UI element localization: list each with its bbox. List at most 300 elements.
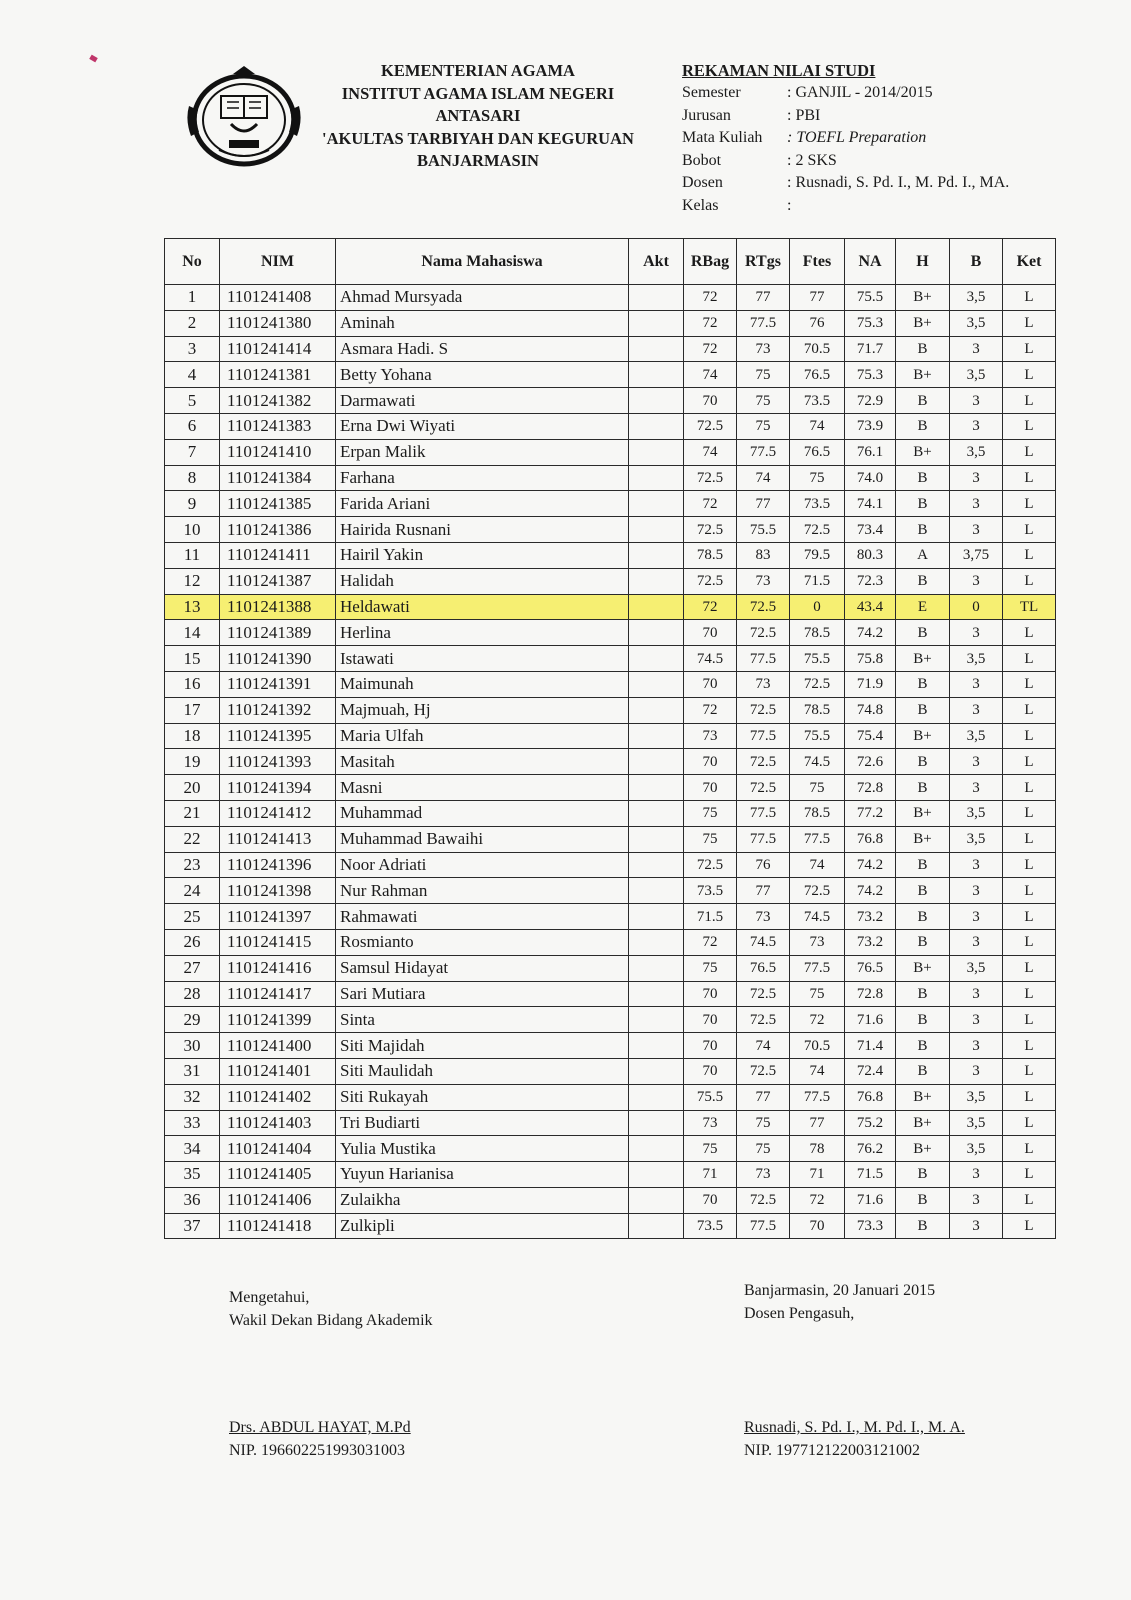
cell-ket: L [1003,852,1056,878]
cell-rtgs: 75 [737,1136,790,1162]
cell-h: B [896,491,950,517]
cell-rbag: 72.5 [684,568,737,594]
cell-ftes: 77 [790,1110,845,1136]
cell-rbag: 72 [684,310,737,336]
cell-rbag: 72 [684,697,737,723]
column-header-rbag: RBag [684,239,737,285]
cell-b: 0 [950,594,1003,620]
cell-akt [629,775,684,801]
cell-no: 33 [165,1110,220,1136]
table-row [165,1007,1056,1033]
table-row [165,723,1056,749]
cell-ket: L [1003,1007,1056,1033]
cell-nim: 1101241405 [220,1162,336,1188]
cell-ftes: 72 [790,1007,845,1033]
cell-b: 3 [950,517,1003,543]
cell-nama: Siti Rukayah [336,1084,629,1110]
institution-logo-icon [181,66,307,174]
table-row [165,362,1056,388]
cell-nama: Sinta [336,1007,629,1033]
cell-h: B [896,878,950,904]
cell-rtgs: 77.5 [737,800,790,826]
cell-rbag: 75 [684,800,737,826]
field-label: Dosen [682,174,723,192]
cell-rbag: 75 [684,1136,737,1162]
cell-nama: Herlina [336,620,629,646]
cell-rtgs: 73 [737,568,790,594]
table-row [165,646,1056,672]
table-row [165,439,1056,465]
cell-rbag: 72.5 [684,465,737,491]
cell-nim: 1101241401 [220,1058,336,1084]
cell-b: 3,5 [950,1136,1003,1162]
cell-no: 37 [165,1213,220,1239]
cell-ket: L [1003,1084,1056,1110]
cell-ket: L [1003,671,1056,697]
cell-rbag: 73.5 [684,1213,737,1239]
cell-rbag: 75 [684,826,737,852]
cell-ftes: 72.5 [790,878,845,904]
cell-ftes: 0 [790,594,845,620]
cell-rbag: 70 [684,671,737,697]
cell-ket: L [1003,904,1056,930]
cell-nama: Asmara Hadi. S [336,336,629,362]
cell-ftes: 71 [790,1162,845,1188]
cell-ftes: 78.5 [790,620,845,646]
table-row [165,465,1056,491]
table-row [165,852,1056,878]
cell-akt [629,1033,684,1059]
cell-b: 3,5 [950,285,1003,311]
cell-rbag: 70 [684,775,737,801]
cell-rbag: 70 [684,388,737,414]
table-row [165,878,1056,904]
cell-rtgs: 74.5 [737,929,790,955]
cell-b: 3 [950,671,1003,697]
cell-nama: Majmuah, Hj [336,697,629,723]
field-value: : PBI [787,106,821,124]
cell-rtgs: 72.5 [737,620,790,646]
cell-rtgs: 75.5 [737,517,790,543]
cell-rbag: 72 [684,929,737,955]
cell-h: B [896,1162,950,1188]
cell-no: 31 [165,1058,220,1084]
cell-b: 3 [950,775,1003,801]
cell-h: B+ [896,1136,950,1162]
cell-nim: 1101241383 [220,413,336,439]
table-row [165,285,1056,311]
cell-nama: Rahmawati [336,904,629,930]
institution-line: 'AKULTAS TARBIYAH DAN KEGURUAN [322,128,634,148]
cell-h: B [896,1213,950,1239]
record-field-bobot [682,150,1122,173]
cell-ket: L [1003,1058,1056,1084]
column-header-na: NA [845,239,896,285]
cell-b: 3 [950,852,1003,878]
institution-line: KEMENTERIAN AGAMA [381,61,575,80]
column-header-h: H [896,239,950,285]
cell-rbag: 73 [684,1110,737,1136]
cell-no: 17 [165,697,220,723]
field-value: : [787,196,792,214]
cell-ftes: 76 [790,310,845,336]
cell-h: B+ [896,310,950,336]
cell-akt [629,1213,684,1239]
cell-rbag: 71 [684,1162,737,1188]
signatory-name: Rusnadi, S. Pd. I., M. Pd. I., M. A. [744,1419,965,1436]
cell-b: 3 [950,1058,1003,1084]
cell-na: 72.9 [845,388,896,414]
cell-h: B [896,671,950,697]
cell-na: 72.3 [845,568,896,594]
cell-ftes: 78.5 [790,800,845,826]
table-row [165,1162,1056,1188]
table-row [165,671,1056,697]
cell-rbag: 70 [684,981,737,1007]
cell-ket: L [1003,878,1056,904]
cell-h: B [896,336,950,362]
cell-b: 3,75 [950,542,1003,568]
cell-b: 3 [950,878,1003,904]
cell-no: 13 [165,594,220,620]
institution-header [298,60,658,173]
cell-rbag: 75.5 [684,1084,737,1110]
table-row [165,413,1056,439]
table-row [165,1084,1056,1110]
cell-rbag: 72 [684,285,737,311]
table-row [165,517,1056,543]
cell-rtgs: 75 [737,1110,790,1136]
cell-no: 21 [165,800,220,826]
institution-line: INSTITUT AGAMA ISLAM NEGERI [341,83,615,103]
cell-ket: L [1003,568,1056,594]
cell-rtgs: 77.5 [737,826,790,852]
cell-na: 74.2 [845,852,896,878]
cell-rtgs: 72.5 [737,1007,790,1033]
cell-nim: 1101241414 [220,336,336,362]
cell-ftes: 72 [790,1187,845,1213]
cell-ket: L [1003,800,1056,826]
cell-h: B [896,388,950,414]
cell-b: 3 [950,929,1003,955]
cell-rbag: 74 [684,439,737,465]
cell-ket: L [1003,1110,1056,1136]
cell-nama: Noor Adriati [336,852,629,878]
signatory-nip: NIP. 197712122003121002 [744,1442,921,1459]
cell-na: 80.3 [845,542,896,568]
table-row [165,749,1056,775]
cell-na: 71.6 [845,1187,896,1213]
cell-b: 3 [950,904,1003,930]
cell-nim: 1101241399 [220,1007,336,1033]
cell-na: 75.5 [845,285,896,311]
cell-no: 35 [165,1162,220,1188]
signature-role: Wakil Dekan Bidang Akademik [229,1312,433,1329]
cell-nama: Erpan Malik [336,439,629,465]
cell-akt [629,285,684,311]
cell-rtgs: 76 [737,852,790,878]
field-value: : GANJIL - 2014/2015 [787,84,933,101]
cell-na: 73.2 [845,904,896,930]
cell-na: 73.9 [845,413,896,439]
cell-ket: L [1003,955,1056,981]
cell-no: 3 [165,336,220,362]
cell-rtgs: 73 [737,671,790,697]
cell-na: 74.1 [845,491,896,517]
cell-no: 18 [165,723,220,749]
cell-b: 3 [950,1033,1003,1059]
table-header-row [165,239,1056,285]
cell-akt [629,1162,684,1188]
cell-b: 3 [950,749,1003,775]
cell-rbag: 72 [684,594,737,620]
field-value: : TOEFL Preparation [787,129,927,147]
cell-rtgs: 75 [737,362,790,388]
cell-nama: Hairida Rusnani [336,517,629,543]
cell-no: 14 [165,620,220,646]
cell-ftes: 74 [790,1058,845,1084]
cell-ftes: 74.5 [790,904,845,930]
column-header-ftes: Ftes [790,239,845,285]
cell-rbag: 73.5 [684,878,737,904]
cell-rtgs: 74 [737,1033,790,1059]
cell-rtgs: 73 [737,904,790,930]
cell-nim: 1101241412 [220,800,336,826]
cell-h: B [896,1033,950,1059]
cell-no: 36 [165,1187,220,1213]
table-row [165,904,1056,930]
cell-rtgs: 73 [737,336,790,362]
cell-ket: L [1003,542,1056,568]
cell-nama: Yulia Mustika [336,1136,629,1162]
cell-na: 76.8 [845,1084,896,1110]
cell-nim: 1101241415 [220,929,336,955]
field-label: Kelas [682,196,719,214]
cell-nama: Muhammad [336,800,629,826]
cell-nama: Masni [336,775,629,801]
cell-no: 8 [165,465,220,491]
cell-b: 3,5 [950,1084,1003,1110]
field-label: Bobot [682,151,722,169]
record-field-semester [682,82,1122,105]
cell-akt [629,1058,684,1084]
cell-na: 73.3 [845,1213,896,1239]
cell-no: 32 [165,1084,220,1110]
cell-ftes: 75 [790,981,845,1007]
cell-na: 71.6 [845,1007,896,1033]
grades-table [164,238,1056,1239]
cell-ftes: 76.5 [790,439,845,465]
cell-ket: L [1003,491,1056,517]
cell-rbag: 74 [684,362,737,388]
cell-ket: L [1003,362,1056,388]
cell-b: 3,5 [950,723,1003,749]
record-field-dosen [682,172,1122,195]
cell-ket: TL [1003,594,1056,620]
cell-ket: L [1003,1187,1056,1213]
cell-nama: Siti Majidah [336,1033,629,1059]
cell-nama: Muhammad Bawaihi [336,826,629,852]
cell-h: B [896,697,950,723]
cell-nim: 1101241406 [220,1187,336,1213]
cell-na: 71.4 [845,1033,896,1059]
cell-ket: L [1003,749,1056,775]
record-title: REKAMAN NILAI STUDI [682,61,876,80]
record-field-mata-kuliah [682,127,1122,150]
cell-rbag: 70 [684,1007,737,1033]
record-field-kelas [682,195,1122,218]
cell-nim: 1101241395 [220,723,336,749]
cell-nama: Samsul Hidayat [336,955,629,981]
cell-b: 3 [950,491,1003,517]
cell-no: 2 [165,310,220,336]
cell-ket: L [1003,929,1056,955]
cell-ftes: 75 [790,465,845,491]
cell-rtgs: 74 [737,465,790,491]
cell-rtgs: 77.5 [737,1213,790,1239]
column-header-nama: Nama Mahasiswa [336,239,629,285]
cell-b: 3,5 [950,1110,1003,1136]
cell-ket: L [1003,723,1056,749]
cell-rbag: 72.5 [684,517,737,543]
cell-ftes: 78.5 [790,697,845,723]
right-signatory [744,1416,965,1462]
cell-nim: 1101241387 [220,568,336,594]
cell-ftes: 77.5 [790,1084,845,1110]
cell-h: B+ [896,800,950,826]
cell-h: B [896,1187,950,1213]
table-row [165,388,1056,414]
cell-nama: Farhana [336,465,629,491]
cell-na: 74.0 [845,465,896,491]
cell-no: 28 [165,981,220,1007]
cell-h: B+ [896,826,950,852]
table-row [165,697,1056,723]
cell-na: 72.4 [845,1058,896,1084]
cell-akt [629,1084,684,1110]
cell-ftes: 74 [790,413,845,439]
field-label: Mata Kuliah [682,129,763,147]
cell-akt [629,1110,684,1136]
cell-ket: L [1003,775,1056,801]
cell-akt [629,929,684,955]
cell-ftes: 70.5 [790,336,845,362]
cell-na: 73.2 [845,929,896,955]
cell-nim: 1101241382 [220,388,336,414]
cell-na: 74.2 [845,878,896,904]
cell-h: B [896,517,950,543]
cell-akt [629,594,684,620]
cell-rtgs: 77.5 [737,439,790,465]
cell-b: 3,5 [950,439,1003,465]
cell-na: 71.5 [845,1162,896,1188]
cell-nama: Betty Yohana [336,362,629,388]
column-header-nim: NIM [220,239,336,285]
table-row [165,1136,1056,1162]
cell-ftes: 76.5 [790,362,845,388]
cell-b: 3,5 [950,646,1003,672]
cell-no: 30 [165,1033,220,1059]
cell-rbag: 75 [684,955,737,981]
institution-line: ANTASARI [435,106,521,125]
cell-ket: L [1003,1213,1056,1239]
cell-ftes: 77.5 [790,955,845,981]
cell-na: 76.5 [845,955,896,981]
cell-rbag: 70 [684,1058,737,1084]
cell-akt [629,955,684,981]
signatory-name: Drs. ABDUL HAYAT, M.Pd [229,1419,411,1436]
cell-h: B [896,1007,950,1033]
cell-na: 71.7 [845,336,896,362]
cell-rbag: 72 [684,336,737,362]
column-header-ket: Ket [1003,239,1056,285]
cell-ftes: 73 [790,929,845,955]
cell-na: 75.3 [845,362,896,388]
table-row [165,826,1056,852]
cell-rtgs: 75 [737,413,790,439]
cell-no: 24 [165,878,220,904]
cell-nama: Tri Budiarti [336,1110,629,1136]
cell-ftes: 75.5 [790,723,845,749]
cell-no: 5 [165,388,220,414]
cell-ket: L [1003,1136,1056,1162]
cell-no: 25 [165,904,220,930]
cell-na: 75.3 [845,310,896,336]
cell-rtgs: 73 [737,1162,790,1188]
cell-ftes: 73.5 [790,491,845,517]
cell-b: 3 [950,388,1003,414]
cell-rtgs: 77 [737,878,790,904]
cell-ftes: 79.5 [790,542,845,568]
cell-ket: L [1003,697,1056,723]
cell-no: 4 [165,362,220,388]
cell-rtgs: 77.5 [737,723,790,749]
cell-no: 34 [165,1136,220,1162]
cell-nama: Yuyun Harianisa [336,1162,629,1188]
cell-rtgs: 76.5 [737,955,790,981]
left-signature-block [229,1286,433,1332]
cell-na: 72.6 [845,749,896,775]
cell-nama: Nur Rahman [336,878,629,904]
table-row [165,981,1056,1007]
cell-na: 76.8 [845,826,896,852]
cell-akt [629,749,684,775]
field-label: Jurusan [682,106,731,124]
cell-rbag: 72.5 [684,413,737,439]
cell-nim: 1101241390 [220,646,336,672]
table-row [165,929,1056,955]
cell-na: 74.2 [845,620,896,646]
cell-nama: Maria Ulfah [336,723,629,749]
cell-akt [629,362,684,388]
signature-place-date: Banjarmasin, 20 Januari 2015 [744,1282,936,1299]
cell-h: B+ [896,646,950,672]
field-label: Semester [682,84,741,101]
cell-rbag: 73 [684,723,737,749]
cell-nama: Zulaikha [336,1187,629,1213]
cell-nim: 1101241385 [220,491,336,517]
cell-h: B [896,465,950,491]
cell-ftes: 70 [790,1213,845,1239]
table-row [165,775,1056,801]
cell-b: 3 [950,620,1003,646]
table-row [165,1110,1056,1136]
field-value: : Rusnadi, S. Pd. I., M. Pd. I., MA. [787,174,1010,192]
table-row [165,568,1056,594]
cell-na: 77.2 [845,800,896,826]
cell-ftes: 71.5 [790,568,845,594]
cell-no: 9 [165,491,220,517]
